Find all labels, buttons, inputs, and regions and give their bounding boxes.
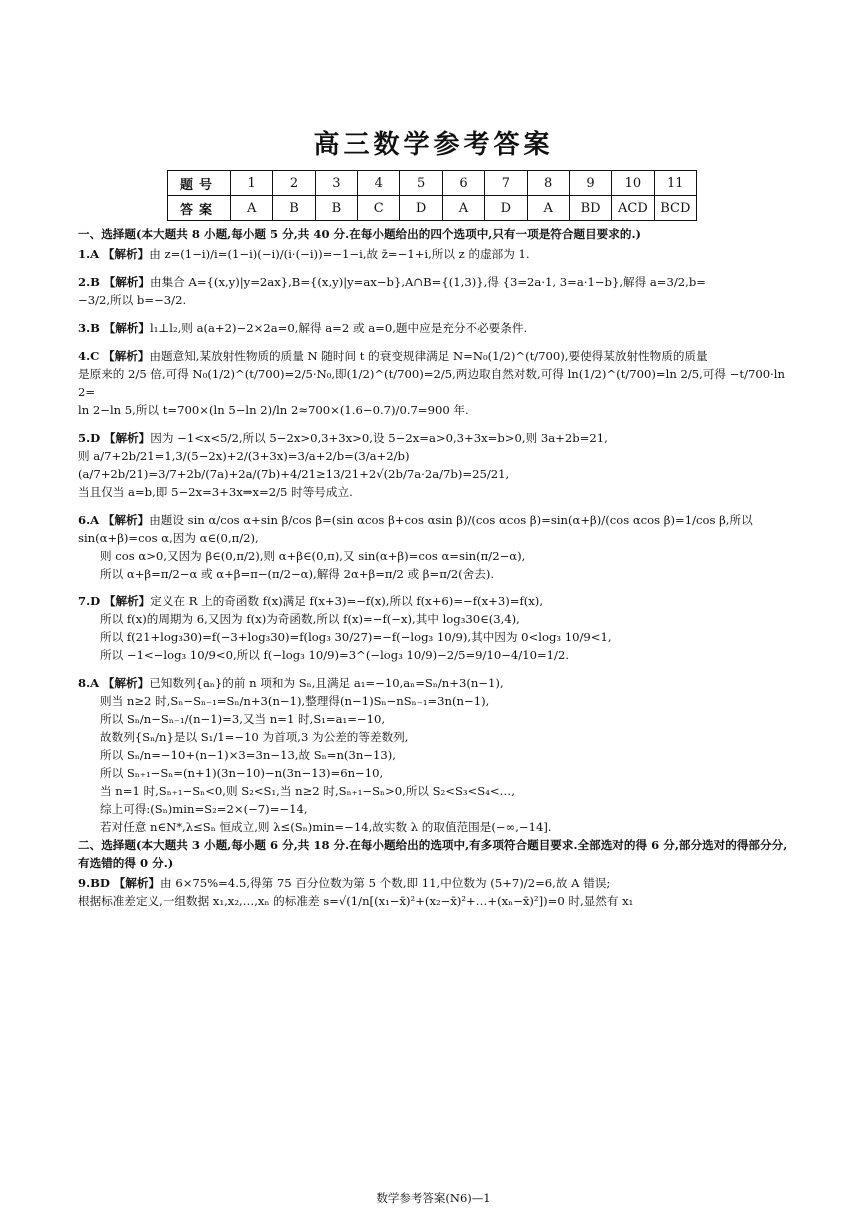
table-cell-answer: BCD — [654, 196, 696, 221]
solution-line: 由集合 A={(x,y)|y=2ax},B={(x,y)|y=ax−b},A∩B={(1,3)},得 {3=2a·1, 3=a·1−b},解得 a=3/2,b= — [149, 274, 706, 289]
solution-line: 已知数列{aₙ}的前 n 项和为 Sₙ,且满足 a₁=−10,aₙ=Sₙ/n+3(n−1), — [149, 676, 504, 691]
analysis-tag: 【解析】 — [103, 348, 150, 363]
table-cell-answer: A — [442, 196, 484, 221]
solution-line: 是原来的 2/5 倍,可得 N₀(1/2)^(t/700)=2/5·N₀,即(1/2)^(t/700)=2/5,两边取自然对数,可得 ln(1/2)^(t/700)=ln 2/5,可得 −t/700·ln 2= — [78, 366, 785, 399]
solution-item-9 — [78, 875, 794, 911]
solution-line: 根据标准差定义,一组数据 x₁,x₂,…,xₙ 的标准差 s=√(1/n[(x₁−x̄)²+(x₂−x̄)²+…+(xₙ−x̄)²])=0 时,显然有 x₁ — [78, 893, 634, 908]
solution-item-2 — [78, 274, 794, 310]
solution-item-3 — [78, 320, 794, 338]
table-cell-answer: A — [527, 196, 569, 221]
table-cell-number: 8 — [527, 171, 569, 196]
page-footer: 数学参考答案(N6)—1 — [376, 1191, 491, 1205]
analysis-tag: 【解析】 — [103, 430, 151, 445]
table-cell-number: 4 — [358, 171, 400, 196]
solution-item-4 — [78, 348, 794, 420]
table-cell-answer: A — [231, 196, 273, 221]
solution-line: 由题意知,某放射性物质的质量 N 随时间 t 的衰变规律满足 N=N₀(1/2)^(t/700),要使得某放射性物质的质量 — [149, 348, 708, 363]
table-header-number: 题号 — [168, 171, 231, 196]
solution-line: 所以 Sₙ₊₁−Sₙ=(n+1)(3n−10)−n(3n−13)=6n−10, — [100, 766, 384, 781]
solution-item-5 — [78, 430, 794, 502]
solution-line: 若对任意 n∈N*,λ≤Sₙ 恒成立,则 λ≤(Sₙ)min=−14,故实数 λ 的取值范围是(−∞,−14]. — [100, 820, 552, 835]
solution-line: 则当 n≥2 时,Sₙ−Sₙ₋₁=Sₙ/n+3(n−1),整理得(n−1)Sₙ−nSₙ₋₁=3n(n−1), — [100, 694, 490, 709]
solution-line: 所以 −1<−log₃ 10/9<0,所以 f(−log₃ 10/9)=3^(−log₃ 10/9)−2/5=9/10−4/10=1/2. — [100, 648, 570, 663]
analysis-tag: 【解析】 — [113, 876, 161, 890]
answer-table-row-answers — [168, 196, 697, 221]
page-title: 高三数学参考答案 — [313, 130, 554, 160]
section-heading-choice: 一、选择题(本大题共 8 小题,每小题 5 分,共 40 分.在每小题给出的四个选项中,只有一项是符合题目要求的.) — [78, 227, 641, 241]
solution-item-1 — [78, 246, 794, 264]
item-number: 2.B — [78, 274, 100, 289]
analysis-tag: 【解析】 — [103, 594, 151, 609]
solution-line: 由题设 sin α/cos α+sin β/cos β=(sin αcos β+cos αsin β)/(cos αcos β)=sin(α+β)/(cos αcos β)=1/cos β,所以 sin(α+β)=cos α,因为 α∈(0,π/2), — [78, 512, 753, 545]
analysis-tag: 【解析】 — [103, 274, 150, 289]
item-number: 6.A — [78, 512, 100, 527]
solution-item-7 — [78, 593, 794, 665]
table-cell-number: 5 — [400, 171, 442, 196]
solution-line: 由 6×75%=4.5,得第 75 百分位数为第 5 个数,即 11,中位数为 (5+7)/2=6,故 A 错误; — [160, 876, 611, 890]
item-number: 7.D — [78, 594, 101, 609]
analysis-tag: 【解析】 — [102, 512, 150, 527]
item-number: 3.B — [78, 320, 100, 335]
solution-line: 所以 f(21+log₃30)=f(−3+log₃30)=f(log₃ 30/27)=−f(−log₃ 10/9),其中因为 0<log₃ 10/9<1, — [100, 630, 612, 645]
table-cell-number: 7 — [485, 171, 527, 196]
solution-line: 因为 −1<x<5/2,所以 5−2x>0,3+3x>0,设 5−2x=a>0,3+3x=b>0,则 3a+2b=21, — [150, 430, 608, 445]
solution-line: 故数列{Sₙ/n}是以 S₁/1=−10 为首项,3 为公差的等差数列, — [100, 730, 409, 745]
analysis-tag: 【解析】 — [102, 676, 150, 691]
table-cell-number: 10 — [612, 171, 654, 196]
table-cell-answer: B — [315, 196, 357, 221]
solution-line: 所以 Sₙ/n=−10+(n−1)×3=3n−13,故 Sₙ=n(3n−13), — [100, 748, 396, 763]
table-cell-answer: B — [273, 196, 315, 221]
item-number: 9.BD — [78, 876, 110, 890]
solution-line: −3/2,所以 b=−3/2. — [78, 292, 187, 307]
table-header-answer: 答案 — [168, 196, 231, 221]
answer-table — [167, 170, 697, 221]
solution-line: 当且仅当 a=b,即 5−2x=3+3x⇒x=2/5 时等号成立. — [78, 484, 353, 499]
solution-line: 则 cos α>0,又因为 β∈(0,π/2),则 α+β∈(0,π),又 sin(α+β)=cos α=sin(π/2−α), — [100, 548, 526, 563]
solution-line: 定义在 R 上的奇函数 f(x)满足 f(x+3)=−f(x),所以 f(x+6)=−f(x+3)=f(x), — [150, 594, 544, 609]
table-cell-answer: D — [485, 196, 527, 221]
answer-table-row-numbers — [168, 171, 697, 196]
table-cell-answer: ACD — [612, 196, 654, 221]
solution-line: ln 2−ln 5,所以 t=700×(ln 5−ln 2)/ln 2≈700×(1.6−0.7)/0.7=900 年. — [78, 402, 469, 417]
solution-line: 由 z=(1−i)/i=(1−i)(−i)/(i·(−i))=−1−i,故 z̄=−1+i,所以 z 的虚部为 1. — [149, 246, 530, 261]
item-number: 8.A — [78, 676, 100, 691]
analysis-tag: 【解析】 — [102, 246, 150, 261]
table-cell-number: 3 — [315, 171, 357, 196]
item-number: 5.D — [78, 430, 101, 445]
solutions-body — [78, 226, 794, 911]
table-cell-number: 9 — [569, 171, 611, 196]
solution-line: 当 n=1 时,Sₙ₊₁−Sₙ<0,则 S₂<S₁,当 n≥2 时,Sₙ₊₁−Sₙ>0,所以 S₂<S₃<S₄<…, — [100, 784, 515, 799]
solution-line: 则 a/7+2b/21=1,3/(5−2x)+2/(3+3x)=3/a+2/b=(3/a+2/b)(a/7+2b/21)=3/7+2b/(7a)+2a/(7b)+4/21≥13/21+2√(2b/7a·2a/7b)=25/21, — [78, 448, 510, 481]
solution-line: 所以 α+β=π/2−α 或 α+β=π−(π/2−α),解得 2α+β=π/2 或 β=π/2(舍去). — [100, 566, 495, 581]
solution-item-8 — [78, 675, 794, 837]
solution-item-6 — [78, 512, 794, 584]
solution-line: 所以 f(x)的周期为 6,又因为 f(x)为奇函数,所以 f(x)=−f(−x),其中 log₃30∈(3,4), — [100, 612, 520, 627]
table-cell-answer: BD — [569, 196, 611, 221]
item-number: 4.C — [78, 348, 100, 363]
table-cell-number: 2 — [273, 171, 315, 196]
table-cell-number: 11 — [654, 171, 696, 196]
section-heading-multi-choice: 二、选择题(本大题共 3 小题,每小题 6 分,共 18 分.在每小题给出的选项中,有多项符合题目要求.全部选对的得 6 分,部分选对的得部分分,有选错的得 0 分.) — [78, 838, 788, 871]
solution-line: l₁⊥l₂,则 a(a+2)−2×2a=0,解得 a=2 或 a=0,题中应是充分不必要条件. — [149, 320, 528, 335]
table-cell-number: 1 — [231, 171, 273, 196]
analysis-tag: 【解析】 — [103, 320, 150, 335]
table-cell-number: 6 — [442, 171, 484, 196]
table-cell-answer: D — [400, 196, 442, 221]
solution-line: 所以 Sₙ/n−Sₙ₋₁/(n−1)=3,又当 n=1 时,S₁=a₁=−10, — [100, 712, 386, 727]
item-number: 1.A — [78, 246, 100, 261]
table-cell-answer: C — [358, 196, 400, 221]
solution-line: 综上可得:(Sₙ)min=S₂=2×(−7)=−14, — [100, 802, 308, 817]
